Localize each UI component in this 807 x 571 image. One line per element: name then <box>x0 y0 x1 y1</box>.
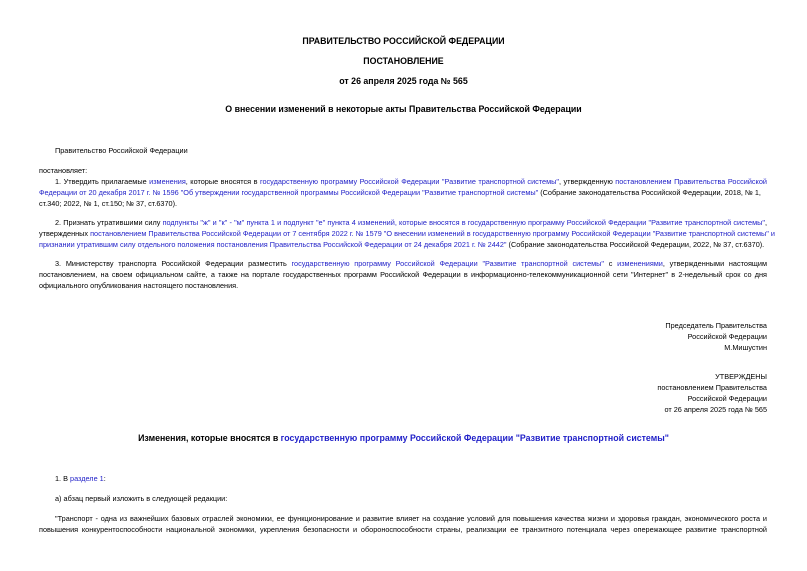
paragraph-1-line-2: Федерации от 20 декабря 2017 г. № 1596 "Об утверждении государственной программы Российской Федерации "Развитие транспортной системы" (Собрание законодательства Российской Федерации, 2018, № 1, <box>39 188 761 197</box>
decree-1596-link[interactable]: постановлением Правительства Российской <box>615 177 767 186</box>
changes-title: Изменения, которые вносятся в государственную программу Российской Федерации "Развитие транспортной системы" <box>138 433 669 443</box>
signature-title: Председатель Правительства <box>665 321 767 330</box>
changes-link[interactable]: изменения <box>149 177 186 186</box>
approved-date: от 26 апреля 2025 года № 565 <box>664 405 767 414</box>
document-subject: О внесении изменений в некоторые акты Правительства Российской Федерации <box>225 104 582 114</box>
header-date-number: от 26 апреля 2025 года № 565 <box>339 76 468 86</box>
quote-line-2: повышения конкурентоспособности национальной экономики, укрепления безопасности и обороноспособности страны, реализации ее транзитного потенциала через опережающее развитие транспортной <box>39 525 767 534</box>
signature-country: Российской Федерации <box>687 332 767 341</box>
signature-name: М.Мишустин <box>724 343 767 352</box>
decree-1579-link-cont[interactable]: признании утратившим силу отдельного положения постановления Правительства Российской Федерации от 24 декабря 2021 г. № 2442" <box>39 240 507 249</box>
paragraph-3-line-2: постановлением, на своем официальном сайте, а также на портале государственных программ Российской Федерации в информационно-телекоммуникационной сети "Интернет" в 2-недельный срок со дня <box>39 270 767 279</box>
paragraph-3-line-1: 3. Министерству транспорта Российской Федерации разместить государственную программу Российской Федерации "Развитие транспортной системы" с изменениями, утвержденными настоящим <box>55 259 767 268</box>
approved-country: Российской Федерации <box>687 394 767 403</box>
changes-link-2[interactable]: изменениями <box>617 259 663 268</box>
subpoints-link[interactable]: подпункты "ж" и "к" - "м" пункта 1 и подпункт "е" пункта 4 изменений, которые вносятся в государственную программу Российской Федерации "Развитие транспортной системы" <box>162 218 765 227</box>
paragraph-1-line-1: 1. Утвердить прилагаемые изменения, которые вносятся в государственную программу Российской Федерации "Развитие транспортной системы", утвержденную постановлением Правительства Российской <box>55 177 767 186</box>
state-program-link[interactable]: государственную программу Российской Федерации "Развитие транспортной системы" <box>259 177 559 186</box>
item-1: 1. В разделе 1: <box>55 474 106 483</box>
section-1-link[interactable]: разделе 1 <box>70 474 104 483</box>
paragraph-2-line-3: признании утратившим силу отдельного положения постановления Правительства Российской Федерации от 24 декабря 2021 г. № 2442" (Собрание законодательства Российской Федерации, 2022, № 37, ст.6370). <box>39 240 765 249</box>
item-1a: а) абзац первый изложить в следующей редакции: <box>55 494 228 503</box>
header-doc-type: ПОСТАНОВЛЕНИЕ <box>363 56 444 66</box>
paragraph-2-line-2: утвержденных постановлением Правительства Российской Федерации от 7 сентября 2022 г. № 1579 "О внесении изменений в государственную программу Российской Федерации "Развитие транспортной системы" и <box>39 229 775 238</box>
quote-line-1: "Транспорт - одна из важнейших базовых отраслей экономики, ее функционирование и развитие влияет на создание условий для повышения качества жизни и здоровья граждан, экономического роста и <box>55 514 767 523</box>
intro-decrees: постановляет: <box>39 166 88 175</box>
decree-1579-link[interactable]: постановлением Правительства Российской Федерации от 7 сентября 2022 г. № 1579 "О внесении изменений в государственную программу Российской Федерации "Развитие транспортной системы" и <box>90 229 775 238</box>
paragraph-1-line-3: ст.340; 2022, № 1, ст.150; № 37, ст.6370). <box>39 199 178 208</box>
header-org: ПРАВИТЕЛЬСТВО РОССИЙСКОЙ ФЕДЕРАЦИИ <box>302 36 505 46</box>
decree-1596-link-cont[interactable]: Федерации от 20 декабря 2017 г. № 1596 "Об утверждении государственной программы Российской Федерации "Развитие транспортной системы" <box>39 188 539 197</box>
changes-title-program-link[interactable]: государственную программу Российской Федерации "Развитие транспортной системы" <box>280 433 669 443</box>
state-program-link-2[interactable]: государственную программу Российской Федерации "Развитие транспортной системы" <box>291 259 604 268</box>
paragraph-2-line-1: 2. Признать утратившими силу подпункты "ж" и "к" - "м" пункта 1 и подпункт "е" пункта 4 изменений, которые вносятся в государственную программу Российской Федерации "Развитие транспортной системы", <box>55 218 767 227</box>
paragraph-3-line-3: официального опубликования настоящего постановления. <box>39 281 239 290</box>
approved-label: УТВЕРЖДЕНЫ <box>715 372 767 381</box>
approved-by: постановлением Правительства <box>657 383 767 392</box>
intro-government: Правительство Российской Федерации <box>55 146 188 155</box>
